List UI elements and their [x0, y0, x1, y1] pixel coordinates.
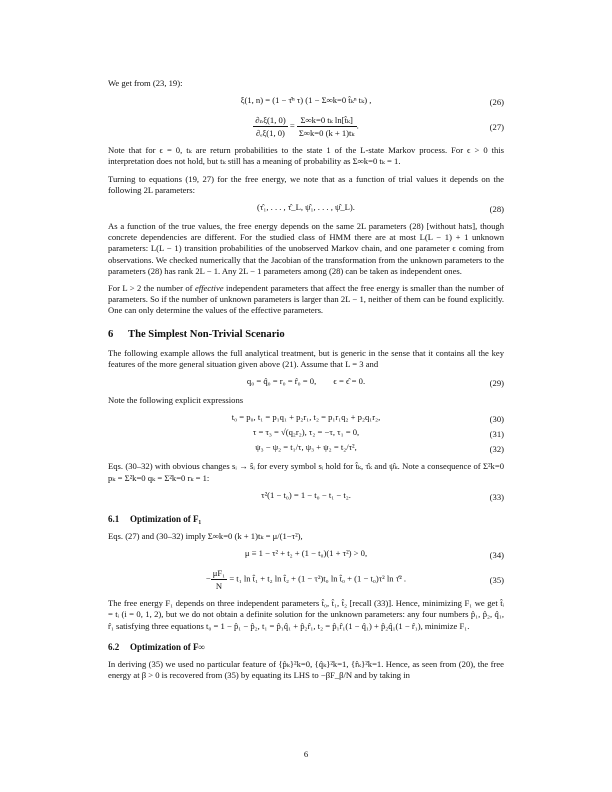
section-heading: 6 The Simplest Non-Trivial Scenario — [108, 328, 285, 340]
page-number: 6 — [303, 749, 309, 759]
paragraph: Eqs. (27) and (30–32) imply Σ∞k=0 (k + 1)tₖ = μ/(1−τ²), — [108, 531, 303, 542]
equation-34 — [108, 548, 504, 562]
equation-number: (28) — [489, 204, 504, 215]
equation-number: (31) — [489, 429, 504, 440]
equation-33 — [108, 490, 504, 504]
equation-26 — [108, 95, 504, 109]
paragraph: Eqs. (30–32) with obvious changes sᵢ → ŝᵢ for every symbol sᵢ hold for t̂ₖ, τ̂ₖ and ψ̂ₖ. Note a consequence of Σ²k=0 pₖ = Σ²k=0 qₖ = Σ²k=0 rₖ = 1: — [108, 461, 504, 483]
paragraph: Note that for ϵ = 0, tₖ are return probabilities to the state 1 of the L-state Markov process. For ϵ > 0 this interpretation does not hold, but tₖ still has a meaning of probability as Σ∞k=0 tₖ = 1. — [108, 145, 504, 167]
equation-body: (τ̂₁, . . . , τ̂_L, ψ̂₁, . . . , ψ̂_L). — [257, 202, 355, 213]
page-body — [108, 78, 504, 687]
equation-body: q₀ = q̂₀ = r₀ = r̂₀ = 0, ϵ = ϵ̂ = 0. — [246, 376, 366, 387]
subsection-heading: 6.1 Optimization of F₁ — [108, 513, 202, 524]
equation-31 — [108, 427, 504, 441]
equation-28 — [108, 202, 504, 216]
equation-body: μ ≡ 1 − τ² + t₂ + (1 − t₀)(1 + τ²) > 0, — [244, 548, 368, 559]
fraction: $\frac{\text{μF₁}}{N}$ — [212, 568, 226, 592]
equation-32 — [108, 442, 504, 456]
fraction: $\frac{\text{Σ∞k=0 tₖ ln[t̂ₖ]}}{\text{Σ∞k=0 (k + 1)tₖ}}$ — [298, 115, 355, 139]
paragraph: The free energy F₁ depends on three independent parameters t̂₀, t̂₁, t̂₂ [recall (33)]. Hence, minimizing F₁ we get t̂ᵢ = tᵢ (i = 0, 1, 2), but we do not obtain a definite solution for the unknown parameters: any four numbers p̂₁, p̂₂, q̂₁, r̂₁ satisfying three equations t₀ = 1 − p̂₁ − p̂₂, t₁ = p̂₁q̂₁ + p̂₂r̂₁, t₂ = p̂₁r̂₁(1 − q̂₁) + p̂₂q̂₁(1 − r̂₁), minimize F₁. — [108, 598, 504, 631]
equation-number: (26) — [489, 97, 504, 108]
equation-body: τ²(1 − t₀) = 1 − t₀ − t₁ − t₂. — [261, 489, 351, 500]
equation-number: (27) — [489, 122, 504, 133]
equation-35: − $\frac{\text{μF₁}}{N}$ = t₁ ln t̂₁ + t₂ ln t̂₂ + (1 − τ²)t₀ ln t̂₀ + (1 − t₀)τ² ln τ̂² . (35) — [205, 568, 504, 592]
paragraph: Turning to equations (19, 27) for the free energy, we note that as a function of trial values it depends on the following 2L parameters: — [108, 173, 504, 195]
equation-30 — [108, 412, 504, 426]
paragraph: The following example allows the full analytical treatment, but is generic in the sense that it contains all the key features of the more general situation given above (21). Assume that L = 3 and — [108, 347, 504, 370]
equation-number: (33) — [489, 491, 504, 502]
paragraph: In deriving (35) we used no particular feature of {p̂ₖ}²k=0, {q̂ₖ}²k=1, {r̂ₖ}²k=1. Hence, as seen from (20), the free energy at β > 0 is recovered from (35) by equating its LHS to −βF_β/N and by taking in — [108, 659, 504, 681]
equation-body: ψ₃ − ψ₂ = t₁/τ, ψ₃ + ψ₂ = t₂/τ², — [255, 442, 357, 453]
paragraph: Note the following explicit expressions — [108, 395, 244, 406]
paragraph: As a function of the true values, the free energy depends on the same 2L parameters (28) [without hats], though concrete dependencies are different. For the studied class of HMM there are at most L(L − 1) + 1 unknown parameters: L(L − 1) transition probabilities of the unobserved Markov chain, and one parameter ϵ coming from observations. We checked numerically that the Jacobian of the transformation from the unknown parameters to the parameters (28) has rank 2L − 1. Any 2L − 1 parameters among (28) can be taken as independent ones. — [108, 221, 504, 276]
equation-number: (32) — [489, 444, 504, 455]
equation-body: ξ(1, n) = (1 − τ̂ⁿ τ) (1 − Σ∞k=0 t̂ₖⁿ tₖ) , — [240, 95, 372, 106]
paragraph: For L > 2 the number of effective independent parameters that affect the free energy is smaller than the number of parameters. So if the number of unknown parameters is larger than 2L − 1, neither of them can be found explicitly. One can only determine the values of the effective parameters. — [108, 283, 504, 316]
equation-number: (34) — [489, 550, 504, 561]
equation-number: (35) — [489, 575, 504, 586]
equation-body: t₀ = p₀, t₁ = p₁q₁ + p₂r₁, t₂ = p₁r₁q₂ + p₂q₁r₂, — [231, 412, 381, 423]
equation-29 — [108, 376, 504, 390]
fraction: $\frac{\text{∂ₙξ(1, 0)}}{\text{∂ₑξ(1, 0)}}$ — [255, 115, 286, 139]
emphasis: effective — [194, 283, 224, 294]
subsection-heading: 6.2 Optimization of F∞ — [108, 641, 205, 652]
equation-number: (30) — [489, 414, 504, 425]
paragraph: We get from (23, 19): — [108, 78, 183, 88]
equation-number: (29) — [489, 378, 504, 389]
equation-body: τ = τ₃ = √(q₂r₂), τ₂ = −τ, τ₁ = 0, — [252, 427, 360, 438]
equation-27: $\frac{\text{∂ₙξ(1, 0)}}{\text{∂ₑξ(1, 0)}}$ = $\frac{\text{Σ∞k=0 tₖ ln[t̂ₖ]}}{\text{Σ∞k=0 (k + 1)tₖ}}$ . (27) — [255, 115, 504, 139]
